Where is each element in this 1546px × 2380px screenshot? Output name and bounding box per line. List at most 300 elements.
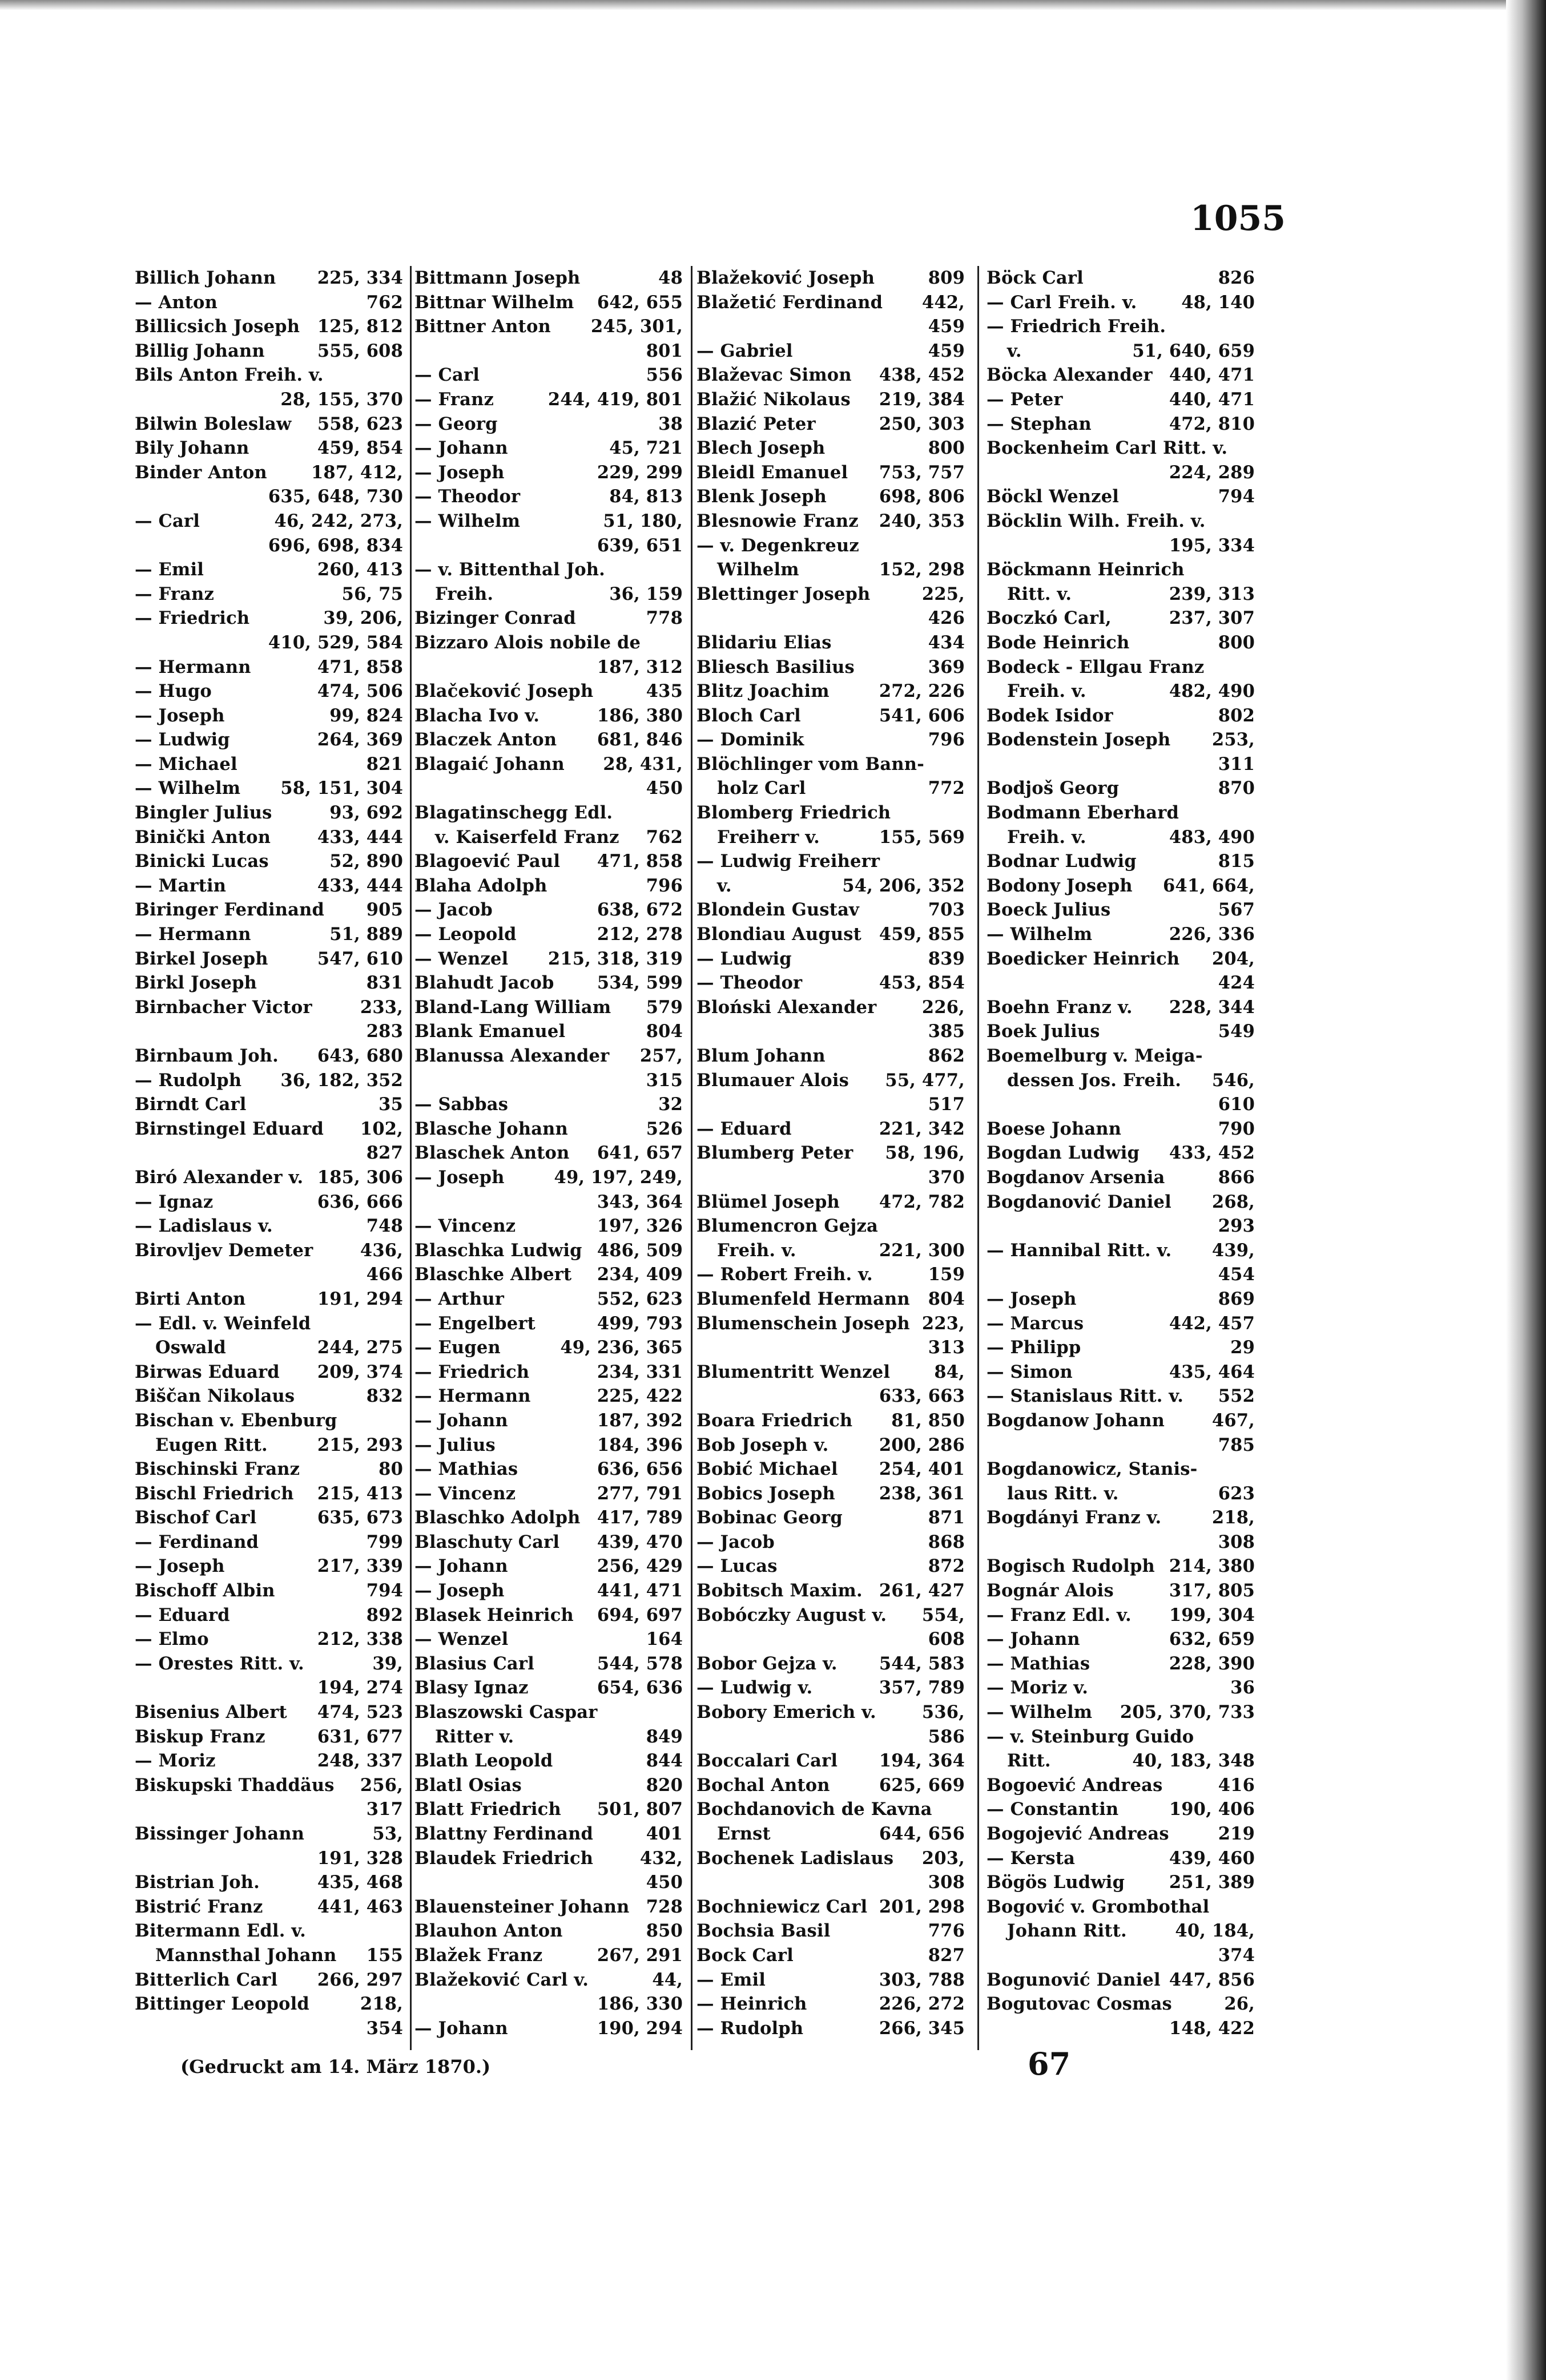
entry-page-refs: 579 <box>646 997 683 1018</box>
entry-name: — Theodor <box>696 973 803 994</box>
entry-name: Blacha Ivo v. <box>414 705 540 726</box>
index-entry <box>135 1943 403 1968</box>
index-entry <box>135 1141 403 1165</box>
entry-page-refs: 459 <box>928 340 965 361</box>
index-entry <box>414 291 683 315</box>
index-entry <box>414 1652 683 1676</box>
entry-name: Boeck Julius <box>987 899 1111 921</box>
index-entry <box>987 1749 1255 1773</box>
entry-page-refs: 471, 858 <box>317 656 403 677</box>
entry-page-refs: 641, 657 <box>597 1143 683 1164</box>
entry-page-refs: 434 <box>928 632 965 653</box>
index-entry <box>135 1846 403 1871</box>
entry-page-refs: 199, 304 <box>1169 1604 1255 1625</box>
entry-page-refs: 343, 364 <box>597 1191 683 1212</box>
entry-page-refs: 32 <box>658 1094 683 1115</box>
entry-name: Blagoević Paul <box>414 851 561 872</box>
entry-page-refs: 204, <box>1211 948 1255 969</box>
entry-name: Bilwin Boleslaw <box>135 413 292 434</box>
entry-page-refs: 849 <box>646 1726 683 1747</box>
index-entry <box>987 898 1255 922</box>
entry-name: Bittinger Leopold <box>135 1994 309 2015</box>
entry-name: Ritter v. <box>435 1726 514 1747</box>
entry-name: — Mathias <box>414 1459 518 1480</box>
entry-name: Bodmann Eberhard <box>987 802 1179 824</box>
index-entry <box>696 2016 965 2041</box>
entry-name: Oswald <box>155 1337 226 1358</box>
entry-page-refs: 472, 782 <box>879 1191 965 1212</box>
entry-page-refs: 99, 824 <box>329 705 403 726</box>
entry-page-refs: 541, 606 <box>879 705 965 726</box>
index-entry <box>414 363 683 388</box>
index-entry <box>135 266 403 291</box>
index-entry <box>696 1749 965 1773</box>
entry-name: Blenk Joseph <box>696 486 827 507</box>
entry-page-refs: 872 <box>928 1556 965 1577</box>
index-entry <box>414 412 683 437</box>
index-entry <box>414 1262 683 1287</box>
entry-name: Blattny Ferdinand <box>414 1824 594 1844</box>
entry-page-refs: 844 <box>646 1750 683 1772</box>
entry-page-refs: 432, <box>639 1847 683 1869</box>
entry-page-refs: 55, 477, <box>885 1070 965 1091</box>
entry-page-refs: 237, 307 <box>1169 608 1255 629</box>
entry-name: Blasius Carl <box>414 1653 534 1674</box>
index-entry <box>414 655 683 680</box>
index-entry <box>987 1652 1255 1676</box>
entry-page-refs: 625, 669 <box>879 1774 965 1796</box>
entry-name: Bils Anton Freih. v. <box>135 365 324 386</box>
index-entry <box>414 776 683 801</box>
index-entry <box>987 412 1255 437</box>
entry-name: Bodjoš Georg <box>987 778 1120 799</box>
entry-page-refs: 644, 656 <box>879 1824 965 1844</box>
index-entry <box>696 1992 965 2016</box>
index-entry <box>987 1360 1255 1385</box>
entry-page-refs: 257, <box>639 1046 683 1066</box>
entry-page-refs: 152, 298 <box>879 559 965 580</box>
index-entry <box>135 1068 403 1093</box>
entry-name: Bogović v. Grombothal <box>987 1896 1210 1917</box>
entry-name: — Wilhelm <box>414 510 521 531</box>
entry-name: Biskupski Thaddäus <box>135 1774 335 1796</box>
entry-page-refs: 796 <box>928 729 965 751</box>
entry-name: Boedicker Heinrich <box>987 948 1180 969</box>
index-entry <box>135 971 403 995</box>
entry-page-refs: 467, <box>1211 1410 1255 1431</box>
entry-name: Bögös Ludwig <box>987 1872 1125 1893</box>
entry-name: Blagaić Johann <box>414 753 565 774</box>
entry-page-refs: 251, 389 <box>1169 1872 1255 1893</box>
entry-page-refs: 155, 569 <box>879 826 965 848</box>
index-entry <box>987 1482 1255 1506</box>
entry-name: — Orestes Ritt. v. <box>135 1653 304 1674</box>
index-entry <box>135 485 403 509</box>
entry-page-refs: 268, <box>1211 1191 1255 1212</box>
index-entry <box>987 1603 1255 1628</box>
entry-page-refs: 534, 599 <box>597 973 683 994</box>
entry-name: Bodenstein Joseph <box>987 729 1171 751</box>
index-entry <box>135 1384 403 1409</box>
entry-name: Bodeck - Ellgau Franz <box>987 656 1205 677</box>
entry-name: Birkl Joseph <box>135 973 257 994</box>
entry-name: — Moriz v. <box>987 1677 1089 1699</box>
entry-name: — Friedrich <box>135 608 250 629</box>
entry-page-refs: 357, 789 <box>879 1677 965 1699</box>
entry-name: Blahudt Jacob <box>414 973 554 994</box>
index-entry <box>135 534 403 558</box>
entry-page-refs: 826 <box>1218 268 1255 288</box>
entry-name: Blaudek Friedrich <box>414 1847 594 1869</box>
entry-name: Bochniewicz Carl <box>696 1896 868 1917</box>
entry-page-refs: 51, 889 <box>329 924 403 945</box>
entry-page-refs: 483, 490 <box>1169 826 1255 848</box>
entry-page-refs: 433, 444 <box>317 826 403 848</box>
index-entry <box>135 1214 403 1239</box>
entry-name: Bogunović Daniel <box>987 1969 1161 1990</box>
entry-page-refs: 26, <box>1224 1994 1255 2015</box>
entry-name: Blitz Joachim <box>696 681 830 702</box>
index-entry <box>987 1700 1255 1725</box>
entry-page-refs: 424 <box>1218 973 1255 994</box>
entry-name: Bily Johann <box>135 438 249 459</box>
entry-name: Blaschke Albert <box>414 1264 572 1285</box>
entry-name: Freih. v. <box>1007 826 1086 848</box>
entry-page-refs: 48, 140 <box>1181 292 1255 313</box>
index-entry <box>696 1627 965 1652</box>
index-entry <box>987 1530 1255 1555</box>
index-entry <box>987 1992 1255 2016</box>
entry-name: — Hannibal Ritt. v. <box>987 1240 1172 1261</box>
index-entry <box>987 1773 1255 1798</box>
entry-name: Eugen Ritt. <box>155 1434 268 1455</box>
index-entry <box>987 436 1255 461</box>
entry-name: Böcka Alexander <box>987 365 1153 386</box>
index-entry <box>414 1019 683 1044</box>
index-entry <box>414 1287 683 1312</box>
index-entry <box>135 1797 403 1822</box>
entry-page-refs: 442, 457 <box>1169 1313 1255 1334</box>
index-entry <box>135 1627 403 1652</box>
index-entry <box>414 1409 683 1433</box>
entry-page-refs: 239, 313 <box>1169 583 1255 604</box>
index-column-1 <box>135 266 403 2040</box>
index-entry <box>696 1506 965 1530</box>
index-entry <box>987 1312 1255 1336</box>
index-entry <box>987 1190 1255 1215</box>
entry-name: — Philipp <box>987 1337 1081 1358</box>
index-entry <box>135 412 403 437</box>
entry-name: Blondiau August <box>696 924 861 945</box>
entry-name: Bogutovac Cosmas <box>987 1994 1172 2015</box>
entry-name: Blettinger Joseph <box>696 583 871 604</box>
entry-page-refs: 80 <box>379 1459 403 1480</box>
entry-name: Johann Ritt. <box>1007 1921 1127 1942</box>
entry-name: v. <box>1007 340 1022 361</box>
index-entry <box>414 1506 683 1530</box>
entry-page-refs: 435, 464 <box>1169 1361 1255 1382</box>
index-entry <box>135 1312 403 1336</box>
entry-name: laus Ritt. v. <box>1007 1483 1119 1504</box>
entry-name: — Carl Freih. v. <box>987 292 1137 313</box>
entry-name: — Simon <box>987 1361 1073 1382</box>
index-entry <box>135 679 403 704</box>
entry-page-refs: 435 <box>646 681 683 702</box>
index-entry <box>696 1773 965 1798</box>
index-entry <box>414 1797 683 1822</box>
entry-page-refs: 635, 673 <box>317 1507 403 1528</box>
entry-name: Bittmann Joseph <box>414 268 581 288</box>
entry-name: Bodony Joseph <box>987 875 1133 896</box>
entry-page-refs: 762 <box>646 826 683 848</box>
entry-page-refs: 203, <box>921 1847 965 1869</box>
entry-page-refs: 317, 805 <box>1169 1580 1255 1602</box>
index-entry <box>987 1068 1255 1093</box>
entry-name: — Wilhelm <box>987 1702 1093 1723</box>
index-entry <box>414 1919 683 1943</box>
entry-page-refs: 641, 664, <box>1163 875 1255 896</box>
index-entry <box>696 1482 965 1506</box>
entry-name: Biskup Franz <box>135 1726 265 1747</box>
entry-page-refs: 442, <box>921 292 965 313</box>
index-entry <box>696 1700 965 1725</box>
index-entry <box>696 922 965 947</box>
index-entry <box>414 314 683 339</box>
entry-page-refs: 40, 183, 348 <box>1132 1750 1255 1772</box>
entry-name: v. Kaiserfeld Franz <box>435 826 619 848</box>
entry-name: — Franz Edl. v. <box>987 1604 1132 1625</box>
index-entry <box>414 947 683 971</box>
entry-page-refs: 218, <box>1211 1507 1255 1528</box>
index-entry <box>696 1919 965 1943</box>
entry-page-refs: 474, 523 <box>317 1702 403 1723</box>
entry-name: Blažić Nikolaus <box>696 389 851 410</box>
entry-name: Bliesch Basilius <box>696 656 855 677</box>
index-entry <box>135 1506 403 1530</box>
entry-name: — Jacob <box>414 899 493 921</box>
entry-page-refs: 36, 159 <box>609 583 683 604</box>
entry-page-refs: 48 <box>658 268 683 288</box>
entry-page-refs: 794 <box>1218 486 1255 507</box>
entry-page-refs: 45, 721 <box>609 438 683 459</box>
index-entry <box>414 1749 683 1773</box>
entry-page-refs: 225, <box>921 583 965 604</box>
entry-name: — Kersta <box>987 1847 1076 1869</box>
entry-name: Birovljev Demeter <box>135 1240 313 1261</box>
entry-name: Bogdanović Daniel <box>987 1191 1171 1212</box>
entry-name: — Julius <box>414 1434 496 1455</box>
entry-name: Bingler Julius <box>135 802 272 824</box>
index-entry <box>414 1239 683 1263</box>
index-entry <box>414 1700 683 1725</box>
entry-page-refs: 643, 680 <box>317 1046 403 1066</box>
entry-page-refs: 546, <box>1211 1070 1255 1091</box>
entry-name: Bobory Emerich v. <box>696 1702 876 1723</box>
entry-page-refs: 556 <box>646 365 683 386</box>
entry-name: — Ladislaus v. <box>135 1216 273 1237</box>
entry-name: Boese Johann <box>987 1118 1122 1139</box>
entry-name: Bischof Carl <box>135 1507 257 1528</box>
entry-name: Bobóczky August v. <box>696 1604 887 1625</box>
entry-name: Blažetić Ferdinand <box>696 292 883 313</box>
entry-page-refs: 190, 294 <box>597 2018 683 2039</box>
index-entry <box>135 1530 403 1555</box>
index-entry <box>135 1482 403 1506</box>
index-entry <box>696 1336 965 1360</box>
entry-name: Bochal Anton <box>696 1774 830 1796</box>
entry-name: Boek Julius <box>987 1021 1100 1042</box>
index-entry <box>414 849 683 874</box>
entry-page-refs: 440, 471 <box>1169 389 1255 410</box>
entry-name: Bischl Friedrich <box>135 1483 294 1504</box>
entry-page-refs: 459, 855 <box>879 924 965 945</box>
entry-page-refs: 552 <box>1218 1386 1255 1407</box>
index-entry <box>696 1384 965 1409</box>
entry-page-refs: 892 <box>366 1604 403 1625</box>
entry-name: — Emil <box>135 559 204 580</box>
entry-name: Bochsia Basil <box>696 1921 831 1942</box>
entry-name: Bochdanovich de Kavna <box>696 1799 932 1820</box>
entry-page-refs: 29 <box>1230 1337 1255 1358</box>
entry-page-refs: 821 <box>366 753 403 774</box>
entry-page-refs: 555, 608 <box>317 340 403 361</box>
index-entry <box>414 1870 683 1895</box>
index-entry <box>414 704 683 728</box>
index-entry <box>135 291 403 315</box>
entry-name: Wilhelm <box>717 559 799 580</box>
entry-name: Boara Friedrich <box>696 1410 853 1431</box>
entry-name: Bleidl Emanuel <box>696 462 848 483</box>
entry-name: Bloch Carl <box>696 705 801 726</box>
entry-name: Freiherr v. <box>717 826 820 848</box>
index-entry <box>135 995 403 1020</box>
entry-page-refs: 638, 672 <box>597 899 683 921</box>
entry-page-refs: 728 <box>646 1896 683 1917</box>
entry-name: — Eduard <box>696 1118 792 1139</box>
entry-name: Bobić Michael <box>696 1459 838 1480</box>
entry-name: — v. Bittenthal Joh. <box>414 559 605 580</box>
entry-page-refs: 186, 380 <box>597 705 683 726</box>
index-entry <box>987 1457 1255 1482</box>
entry-page-refs: 417, 789 <box>597 1507 683 1528</box>
entry-page-refs: 385 <box>928 1021 965 1042</box>
entry-page-refs: 228, 344 <box>1169 997 1255 1018</box>
index-entry <box>987 679 1255 704</box>
index-entry <box>135 1554 403 1579</box>
entry-name: Blagatinschegg Edl. <box>414 802 613 824</box>
entry-name: Blaszowski Caspar <box>414 1702 598 1723</box>
entry-page-refs: 501, 807 <box>597 1799 683 1820</box>
entry-name: v. <box>717 875 732 896</box>
entry-name: Blum Johann <box>696 1046 826 1066</box>
entry-name: Bognár Alois <box>987 1580 1114 1602</box>
entry-name: Bistrić Franz <box>135 1896 263 1917</box>
index-entry <box>414 679 683 704</box>
entry-page-refs: 459 <box>928 316 965 337</box>
entry-name: Blaczek Anton <box>414 729 557 751</box>
index-entry <box>135 631 403 655</box>
index-entry <box>987 314 1255 339</box>
entry-name: — Mathias <box>987 1653 1090 1674</box>
entry-name: Bogdanov Arsenia <box>987 1167 1165 1188</box>
entry-page-refs: 234, 331 <box>597 1361 683 1382</box>
entry-page-refs: 277, 791 <box>597 1483 683 1504</box>
index-entry <box>987 1165 1255 1190</box>
index-entry <box>414 825 683 850</box>
index-entry <box>135 825 403 850</box>
entry-name: — Johann <box>414 438 508 459</box>
entry-page-refs: 776 <box>928 1921 965 1942</box>
entry-name: Bobitsch Maxim. <box>696 1580 863 1602</box>
entry-name: Bode Heinrich <box>987 632 1130 653</box>
entry-page-refs: 454 <box>1218 1264 1255 1285</box>
entry-name: Freih. v. <box>717 1240 796 1261</box>
entry-name: — Wilhelm <box>987 924 1093 945</box>
entry-page-refs: 187, 412, <box>311 462 403 483</box>
index-entry <box>135 1773 403 1798</box>
entry-name: — Elmo <box>135 1629 209 1650</box>
entry-page-refs: 441, 471 <box>597 1580 683 1602</box>
entry-name: Mannsthal Johann <box>155 1945 337 1966</box>
index-entry <box>696 1360 965 1385</box>
entry-name: Blauensteiner Johann <box>414 1896 630 1917</box>
entry-page-refs: 482, 490 <box>1169 681 1255 702</box>
entry-name: Blech Joseph <box>696 438 826 459</box>
index-column-3 <box>696 266 965 2040</box>
entry-page-refs: 187, 392 <box>597 1410 683 1431</box>
index-entry <box>987 1239 1255 1263</box>
entry-page-refs: 870 <box>1218 778 1255 799</box>
entry-name: — Joseph <box>414 1580 505 1602</box>
entry-page-refs: 447, 856 <box>1169 1969 1255 1990</box>
index-entry <box>135 728 403 752</box>
entry-page-refs: 486, 509 <box>597 1240 683 1261</box>
index-entry <box>987 655 1255 680</box>
entry-page-refs: 438, 452 <box>879 365 965 386</box>
index-entry <box>135 509 403 534</box>
entry-page-refs: 450 <box>646 1872 683 1893</box>
index-entry <box>696 1165 965 1190</box>
entry-name: — Ignaz <box>135 1191 214 1212</box>
index-entry <box>987 1919 1255 1943</box>
index-entry <box>414 1214 683 1239</box>
entry-name: Blidariu Elias <box>696 632 832 653</box>
entry-page-refs: 631, 677 <box>317 1726 403 1747</box>
index-entry <box>987 995 1255 1020</box>
entry-name: Bockenheim Carl Ritt. v. <box>987 438 1228 459</box>
index-entry <box>414 1117 683 1141</box>
entry-name: Bochenek Ladislaus <box>696 1847 894 1869</box>
entry-page-refs: 804 <box>646 1021 683 1042</box>
index-entry <box>987 461 1255 485</box>
index-entry <box>414 1676 683 1700</box>
entry-page-refs: 311 <box>1218 753 1255 774</box>
entry-name: — Michael <box>135 753 237 774</box>
entry-page-refs: 191, 328 <box>317 1847 403 1869</box>
index-entry <box>987 388 1255 412</box>
entry-page-refs: 471, 858 <box>597 851 683 872</box>
index-entry <box>696 1554 965 1579</box>
index-entry <box>414 485 683 509</box>
index-entry <box>135 1239 403 1263</box>
index-entry <box>414 339 683 364</box>
index-entry <box>414 1482 683 1506</box>
entry-name: — Carl <box>135 510 200 531</box>
index-entry <box>414 1457 683 1482</box>
index-entry <box>135 606 403 631</box>
entry-page-refs: 38 <box>658 413 683 434</box>
index-entry <box>135 582 403 607</box>
